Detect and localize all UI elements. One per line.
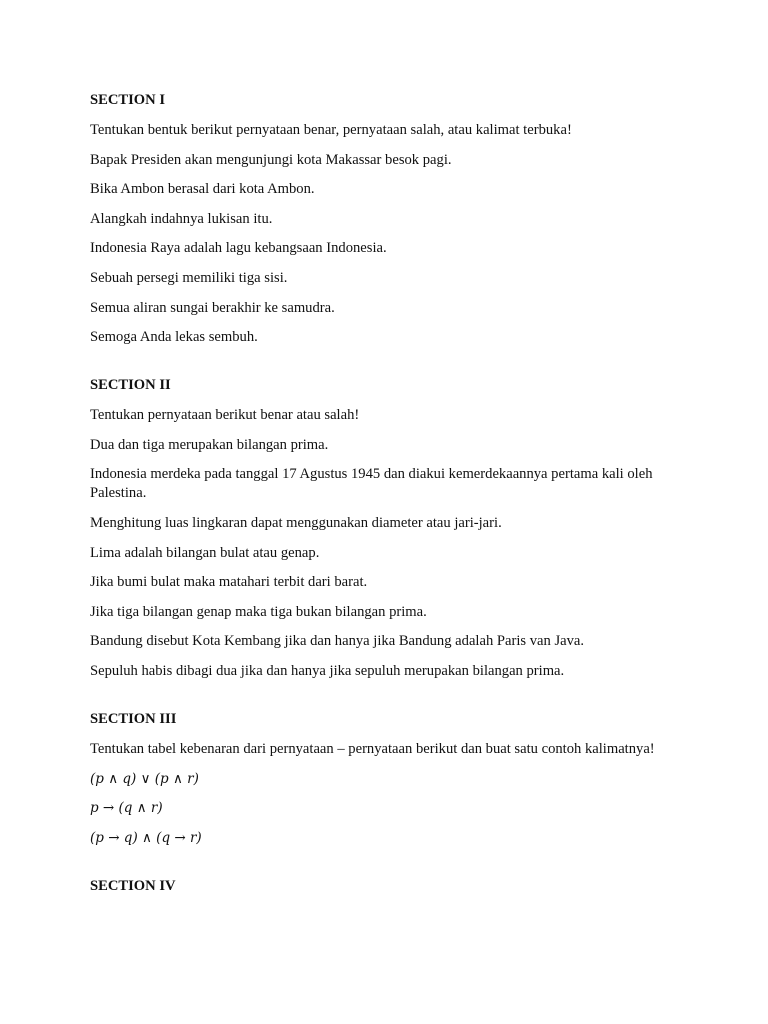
logic-formula: p → (q ∧ r) [90,800,163,817]
section-3 [90,710,690,848]
section-4 [90,877,690,896]
statement-item: Lima adalah bilangan bulat atau genap. [90,544,320,561]
statement-item: Semoga Anda lekas sembuh. [90,329,258,346]
section-heading: SECTION II [90,377,171,394]
statement-item: Bandung disebut Kota Kembang jika dan hanya jika Bandung adalah Paris van Java. [90,633,585,650]
section-1 [90,91,690,347]
document-page [90,91,690,925]
statement-item: Indonesia Raya adalah lagu kebangsaan Indonesia. [90,240,387,257]
statement-item: Bika Ambon berasal dari kota Ambon. [90,181,315,198]
logic-formula: (p → q) ∧ (q → r) [90,829,202,846]
instruction-text: Tentukan tabel kebenaran dari pernyataan – pernyataan berikut dan buat satu contoh kalimatnya! [90,740,655,757]
statement-item: Sebuah persegi memiliki tiga sisi. [90,269,288,286]
statement-item: Bapak Presiden akan mengunjungi kota Makassar besok pagi. [90,151,452,168]
instruction-text: Tentukan bentuk berikut pernyataan benar, pernyataan salah, atau kalimat terbuka! [90,122,572,138]
statement-item: Jika bumi bulat maka matahari terbit dari barat. [90,574,368,591]
statement-item: Dua dan tiga merupakan bilangan prima. [90,436,329,453]
logic-formula: (p ∧ q) ∨ (p ∧ r) [90,770,199,787]
section-heading: SECTION IV [90,877,176,894]
section-heading: SECTION I [90,92,166,108]
statement-item: Sepuluh habis dibagi dua jika dan hanya jika sepuluh merupakan bilangan prima. [90,662,565,679]
instruction-text: Tentukan pernyataan berikut benar atau salah! [90,407,360,424]
section-heading: SECTION III [90,710,177,727]
statement-item: Semua aliran sungai berakhir ke samudra. [90,299,335,316]
section-2 [90,376,690,681]
statement-item: Alangkah indahnya lukisan itu. [90,210,273,227]
statement-item: Indonesia merdeka pada tanggal 17 Agustus 1945 dan diakui kemerdekaannya pertama kali oleh Palestina. [90,466,653,502]
statement-item: Jika tiga bilangan genap maka tiga bukan bilangan prima. [90,603,427,620]
statement-item: Menghitung luas lingkaran dapat menggunakan diameter atau jari-jari. [90,514,502,531]
